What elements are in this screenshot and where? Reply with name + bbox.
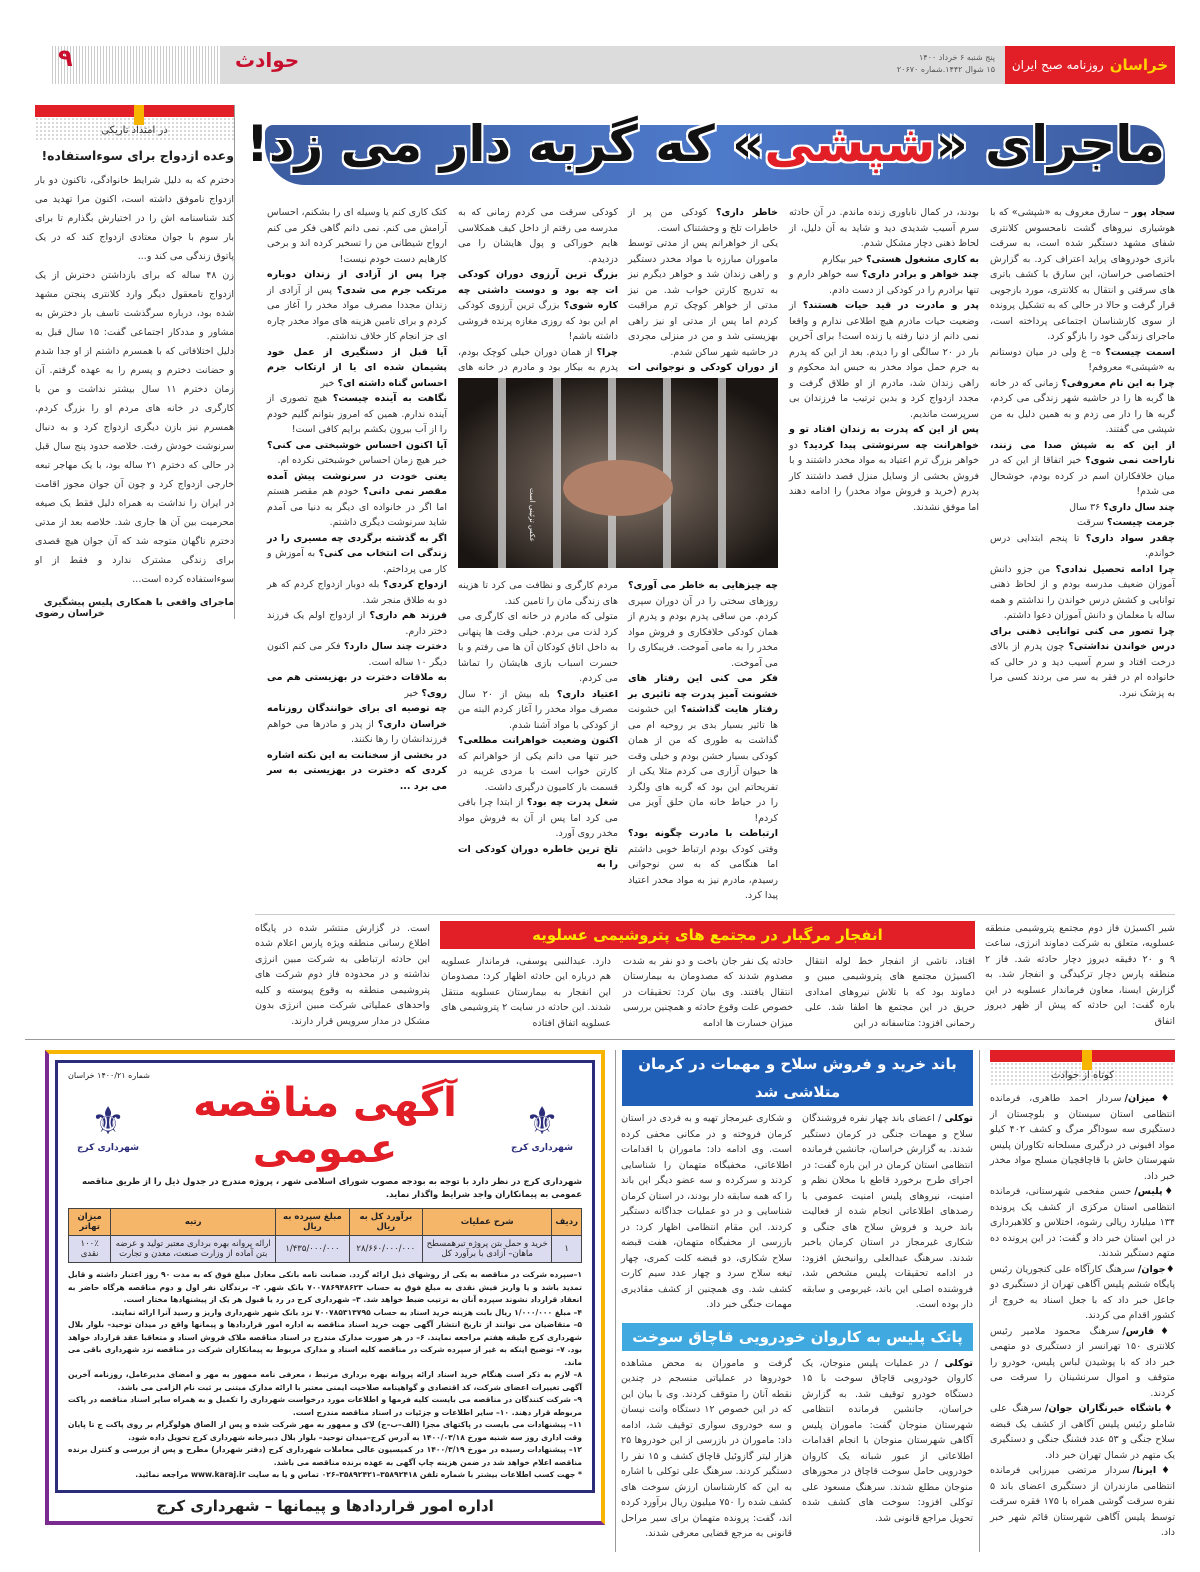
sidebar-story	[35, 105, 235, 619]
main-area	[246, 105, 1175, 1031]
ad-term: ۱۲– پیشنهادات رسیده در مورخ ۱۴۰۰/۳/۱۹ در کمیسیون عالی معاملات شهرداری کرج (دفتر شهردار) مطرح و پس از بررسی و کنترل برنده مناقصه اعلام خواهد شد در ضمن هزینه چاپ آگهی به عهده برنده مناقصه می باشد.	[68, 1445, 582, 1467]
logo-name: خراسان	[1109, 56, 1169, 74]
issue-line: ۱۵ شوال ۱۴۴۲.شماره ۲۰۶۷۰	[896, 65, 995, 74]
ad-table	[68, 1208, 582, 1263]
table-header: مبلغ سپرده به ریال	[276, 1209, 350, 1236]
petro-column: شیر اکسیژن فاز دوم مجتمع پتروشیمی منطقه عسلویه، متعلق به شرکت دماوند انرژی، ساعت ۹ و ۲۰ دقیقه دیروز دچار حادثه شد. فاز ۲ منطقه پارس دچار ترکیدگی و انفجار شد. به گزارش ایسنا، معاون فرماندار عسلویه در این باره گفت: این حادثه که پیش از ظهر دیروز اتفاق	[985, 922, 1175, 1027]
table-cell: خرید و حمل بتن پروژه تبرهمسطح ماهان– آزادی با برآورد کل	[422, 1236, 552, 1263]
karaj-emblem-icon: ⚜	[524, 1099, 560, 1143]
brief-item: ♦فارس/ سرهنگ محمود ملامیر رئیس کلانتری ۱۵۰ تهرانسر از دستگیری دو متهمی خبر داد که با پوشیدن لباس پلیس، خودرو را متوقف و اموال سرنشینان را سرقت می کردند.	[990, 1325, 1175, 1399]
ad-number: شماره ۱۴۰۰/۲۱ خراسان	[68, 1071, 150, 1080]
sidebar-color-bar	[35, 105, 234, 117]
table-header: برآورد کل به ریال	[349, 1209, 422, 1236]
ad-term: * جهت کسب اطلاعات بیشتر با شماره تلفن ۳۵۸۹۲۴۱۸–۳۵۸۹۲۴۲۱–۰۲۶ تماس و یا به سایت www.karaj.ir مراجعه نمائید.	[135, 1470, 582, 1479]
karaj-logo-left	[68, 1099, 148, 1153]
sidebar-signature-region: خراسان رضوی	[35, 608, 105, 619]
brief-item: ♦ایرنا/ سردار مرتضی میرزایی فرمانده انتظامی مازندران از دستگیری اعضای باند ۵ نفره سرقت گوشی همراه با ۱۷۵ فقره سرقت توسط پلیس آگاهی شهرستان قائم شهر خبر داد.	[990, 1465, 1175, 1538]
petro-story	[255, 914, 1175, 1032]
page-number: ۹	[58, 44, 73, 72]
sidebar-headline: وعده ازدواج برای سوءاستفاده!	[41, 148, 234, 163]
ad-term: ۸– لازم به ذکر است هنگام خرید اسناد ارائه پروانه بهره برداری مرتبط ، معرفی نامه ممهور به مهر و امضای مدیرعامل، روزنامه آخرین آگهی تغییرات اعضای شرکت، کد اقتصادی و گواهینامه صلاحیت ایمنی معتبر با ارائه مدارک مبتنی بر ثبت نام الزامی می باشد.	[68, 1370, 582, 1392]
table-cell: ۱/۴۳۵/۰۰۰/۰۰۰	[276, 1236, 350, 1263]
table-header: شرح عملیات	[422, 1209, 552, 1236]
brief-kicker: کوتاه از حوادث	[990, 1062, 1175, 1085]
fuel-headline: پاتک پلیس به کاروان خودرویی قاچاق سوخت	[622, 1323, 973, 1351]
prison-bars-photo	[458, 378, 778, 568]
logo-tagline: روزنامه صبح ایران	[1011, 58, 1104, 72]
petro-headline: انفجار مرگبار در مجتمع های پتروشیمی عسلویه	[440, 921, 975, 949]
petro-column: دارد. عبدالنبی یوسفی، فرماندار عسلویه هم درباره این حادثه اظهار کرد: مصدومان این انفجار به بیمارستان عسلویه منتقل شدند. این حادثه در سایت ۲ پتروشیمی های عسلویه اتفاق افتاده	[441, 955, 611, 1029]
weapons-column: توکلی / اعضای باند چهار نفره فروشندگان سلاح و مهمات جنگی در کرمان دستگیر شدند. به گزارش خراسان، جانشین فرمانده انتظامی استان کرمان در این باره گفت: در اجرای طرح برخورد قاطع با مخلان نظم و امنیت، نیروهای پلیس امنیت عمومی با رصدهای اطلاعاتی انجام شده از فعالیت باند خرید و فروش سلاح های جنگی و شکاری غیرمجاز در استان کرمان باخبر شدند. سرهنگ عبدالعلی روانبخش افزود: در ادامه تحقیقات پلیس مشخص شد، فروشنده اصلی این باند، غیربومی و سابقه دار بوده است.	[802, 1113, 973, 1310]
tender-ad	[45, 1050, 605, 1525]
ad-footer: اداره امور قراردادها و پیمانها – شهرداری کرج	[156, 1496, 494, 1515]
brief-item: ♦جوان/ سرهنگ کارآگاه علی کنجوریان رئیس پایگاه ششم پلیس آگاهی تهران از دستگیری دو جاعل خبر داد که با جعل اسناد به خروج از کشور اقدام می کردند.	[990, 1263, 1175, 1321]
header-pattern	[50, 46, 220, 84]
table-header: رتبه	[111, 1209, 276, 1236]
fuel-column: توکلی / در عملیات پلیس منوجان، یک کاروان خودرویی قاچاق سوخت با ۱۵ دستگاه خودرو توقیف شد. به گزارش خراسان، جانشین فرمانده انتظامی شهرستان منوجان گفت: ماموران پلیس آگاهی شهرستان منوجان با انجام اقدامات اطلاعاتی از عبور شبانه یک کاروان خودرویی حامل سوخت قاچاق در محورهای منوجان مطلع شدند. سرهنگ مسعود علی توکلی افزود: سوخت های کشف شده تحویل مراجع قانونی شد.	[802, 1357, 973, 1524]
brief-list	[990, 1091, 1175, 1541]
headline-highlight: شپشی	[764, 115, 936, 173]
brief-item: ♦پلیس/ حسن مفخمی شهرستانی، فرمانده انتظامی استان مرکزی از کشف یک پرونده ۱۳۴ میلیارد ریالی رشوه، اختلاس و کلاهبرداری در این استان خبر داد و گفت: در این پرونده ده متهم دستگیر شدند.	[990, 1186, 1175, 1259]
logo-label: شهرداری کرج	[511, 1143, 573, 1153]
headline-part: ماجرای «	[935, 115, 1165, 173]
article-column: خاطر داری؟ کودکی من پر از خاطرات تلخ و وحشتناک است. یکی از خواهرانم پس از مدتی توسط ماموران مبارزه با مواد مخدر دستگیر و راهی زندان شد و خواهر دیگرم نیز به تدریج کارتن خواب شد. من نیز مدتی از خواهر کوچک ترم مراقبت کردم اما پس از مدتی او نیز راهی بهزیستی شد و من در منزلی مجردی در حاشیه شهر ساکن شدم. از دوران کودکی و نوجوانی ات چه چیزهایی به خاطر می آوری؟ روزهای سختی را در آن دوران سپری کردم. من ساقی پدرم بودم و پدرم از همان کودکی خلافکاری و فروش مواد مخدر را به مامی آموخت. فریبکاری را می آموخت. فکر می کنی این رفتار های خشونت آمیز پدرت چه تاثیری بر رفتار هایت گذاشته؟ این خشونت ها تاثیر بسیار بدی بر روحیه ام می گذاشت به طوری که من از همان کودکی بسیار خشن بودم و خیلی وقت ها حیوان آزاری می کردم مثلا یکی از تفریحاتم این بود که گربه های ولگرد را در حیاط خانه مان حلق آویز می کردم! ارتباطت با مادرت چگونه بود؟ وقتی کودک بودم ارتباط خوبی داشتم اما هنگامی که به سن نوجوانی رسیدم، مادرم نیز به مواد مخدر اعتیاد پیدا کرد.	[628, 207, 778, 901]
news-stack	[615, 1050, 980, 1552]
petro-column: حادثه یک نفر جان باخت و دو نفر به شدت مصدوم شدند که مصدومان به بیمارستان انتقال یافتند. وی بیان کرد: تحقیقات در خصوص علت وقوع حادثه و همچنین بررسی میزان خسارت ها ادامه	[623, 955, 793, 1029]
weapons-headline: باند خرید و فروش سلاح و مهمات در کرمان متلاشی شد	[622, 1050, 973, 1106]
ad-term: ۴– مبلغ ۱/۰۰۰/۰۰۰ ریال بابت هزینه خرید اسناد به حساب ۷۰۰۷۸۵۳۱۳۷۹۵ نزد بانک شهر شهرداری واریز و رسید آنرا ارائه نمایند.	[111, 1307, 582, 1317]
brief-item: ♦باشگاه خبرنگاران جوان/ سرهنگ علی شاملو رئیس پلیس آگاهی از کشف یک قبضه سلاح جنگی و ۵۳ عدد فشنگ جنگی و دستگیری یک متهم در شمال تهران خبر داد.	[990, 1403, 1175, 1461]
ad-terms	[68, 1269, 582, 1482]
fuel-column: گرفت و ماموران به محض مشاهده خودروها در عملیاتی منسجم در چندین نقطه آنان را متوقف کردند. وی با بیان این که در این خصوص ۱۲ دستگاه وانت نیسان و سه خودروی سواری توقیف شد، ادامه داد: ماموران در بازرسی از این خودروها ۲۵ هزار لیتر گازوئیل قاچاق کشف و ۱۵ نفر را دستگیر کردند. سرهنگ علی توکلی با اشاره به این که کارشناسان ارزش سوخت های کشف شده را ۷۵۰ میلیون ریال برآورد کرده اند، گفت: پرونده متهمان برای سیر مراحل قانونی به مرجع قضایی معرفی شدند.	[621, 1357, 792, 1539]
table-cell: ارائه پروانه بهره برداری معتبر تولید و عرضه بتن آماده از وزارت صنعت، معدن و تجارت	[111, 1236, 276, 1263]
article-column: سجاد پور – سارق معروف به «شپشی» که با هوشیاری نیروهای گشت نامحسوس کلانتری شفای مشهد دستگیر شده است، به سرقت باتری خودروهای پراید اعتراف کرد. به گزارش اختصاصی خراسان، این سارق با کشف باتری های سرقتی و انتقال به کلانتری، مورد بازجویی قرار گرفت و حالا در حالی که به تشکیل پرونده از سوی کارشناسان اجتماعی پرداخته است، ماجرای زندگی خود را بازگو کرد. اسمت چیست؟ ه– غ ولی در میان دوستانم به «شپشی» معروفم! چرا به این نام معروفی؟ زمانی که در خانه ها گربه ها را در حاشیه شهر زندگی می کردم، گربه ها را دار می زدم و به همین دلیل به من شپشی می گفتند. از این که به شپش صدا می زنند، ناراحت نمی شوی؟ خیر اتفاقا از این که در میان خلافکاران اسم در کرده بودم، خوشحال می شدم! چند سال داری؟ ۳۶ سال جرمت چیست؟ سرقت چقدر سواد داری؟ تا پنجم ابتدایی درس خواندم. چرا ادامه تحصیل ندادی؟ من جزو دانش آموزان ضعیف مدرسه بودم و از لحاظ ذهنی توانایی و کشش درس خواندن را نداشتم و همه ساله با معلمان و دانش آموزان دعوا داشتم. چرا تصور می کنی توانایی ذهنی برای درس خواندن نداشتی؟ چون پدرم از بالای درخت افتاد و سرم آسیب دید و در حالی که خانواده ام در فقر به سر می بردند کسی مرا به پزشک نبرد.	[990, 207, 1175, 699]
sidebar-kicker: در امتداد تاریکی	[35, 117, 234, 140]
ad-title: آگهی مناقصه عمومی	[193, 1080, 457, 1172]
ad-term: ۱–سپرده شرکت در مناقصه به یکی از روشهای ذیل ارائه گردد. ضمانت نامه بانکی معادل مبلغ فوق که به مدت ۹۰ روز اعتبار داشته و قابل تمدید باشد و یا واریز فیش نقدی به مبلغ فوق به حساب ۷۰۰۷۸۶۹۴۸۶۲۳ بانک شهر. ۲– برندگان نفر اول و دوم مناقصه هرگاه حاضر به انعقاد قرارداد نشوند سپرده آنان به ترتیب ضبط خواهد شد. ۳– شهرداری کرج در رد یا قبول هر یک از پیشنهادها مختار است.	[68, 1270, 582, 1304]
table-cell: ۱	[552, 1236, 582, 1263]
article-column: بودند، در کمال ناباوری زنده ماندم. در آن حادثه سرم آسیب شدیدی دید و شاید به آن دلیل، از لحاظ ذهنی دچار مشکل شدم. به کاری مشغول هستی؟ خیر بیکارم چند خواهر و برادر داری؟ سه خواهر دارم و تنها برادرم را در کودکی از دست دادم. پدر و مادرت در قید حیات هستند؟ از وضعیت حیات مادرم هیچ اطلاعی ندارم و واقعا نمی دانم از دنیا رفته یا زنده است! برای آخرین بار در ۲۰ سالگی او را دیدم. بعد از این که پدرم به جرم حمل مواد مخدر به حبس ابد محکوم و راهی زندان شد، مادرم از او طلاق گرفت و مجدد ازدواج کرد و بدین ترتیب ما فرزندان بی سرپرست ماندیم. پس از این که پدرت به زندان افتاد تو و خواهرانت چه سرنوشتی پیدا کردید؟ دو خواهر بزرگ ترم اعتیاد به مواد مخدر داشتند و با فروش بخشی از وسایل منزل قصد داشتند کار پدرم (خرید و فروش مواد مخدر) را ادامه دهند اما موفق نشدند.	[789, 207, 980, 513]
karaj-logo-right	[502, 1099, 582, 1153]
ad-term: ۱۱– پیشنهادات می بایست در پاکتهای مجزا (الف–ب–ج) لاک و ممهور به مهر شرکت شده و پس از الصاق هولوگرام بر روی پاکت ج تا پایان وقت اداری روز سه شنبه مورخ ۱۴۰۰/۰۳/۱۸ به آدرس کرج–میدان توحید– بلوار بلال دبیرخانه شهرداری کرج تحویل داده شود.	[68, 1420, 582, 1442]
date-line: پنج شنبه ۶ خرداد ۱۴۰۰	[919, 53, 995, 62]
newspaper-logo	[1005, 46, 1175, 84]
table-cell: ۱۰۰٪ نقدی	[69, 1236, 111, 1263]
table-header: میزان تهاتر	[69, 1209, 111, 1236]
issue-date	[897, 52, 995, 76]
section-title: حوادث	[235, 48, 300, 72]
article-photo	[458, 378, 778, 568]
photo-columns	[458, 205, 778, 904]
brief-news	[990, 1050, 1175, 1541]
table-header: ردیف	[552, 1209, 582, 1236]
article-column: کتک کاری کنم یا وسیله ای را بشکنم، احساس آرامش می کنم. نمی دانم گاهی فکر می کنم ارواح شیطانی من را تسخیر کرده اند و برخی کارهایم دست خودم نیست! چرا پس از آزادی از زندان دوباره مرتکب جرم می شدی؟ پس از آزادی از زندان مجددا مصرف مواد مخدر را آغاز می کردم و برای تامین هزینه های مواد مخدر چاره ای جز انجام کار خلاف نداشتم. آیا قبل از دستگیری از عمل خود پشیمان شده ای یا از ارتکاب جرم احساس گناه داشته ای؟ خیر نگاهت به آینده چیست؟ هیچ تصوری از آینده ندارم. همین که امروز بتوانم گلیم خودم را از آب بیرون بکشم برایم کافی است! آیا اکنون احساس خوشبختی می کنی؟ خیر هیچ زمان احساس خوشبختی نکرده ام. یعنی خودت در سرنوشت پیش آمده مقصر نمی دانی؟ خودم هم مقصر هستم اما اگر در خانواده ای دیگر به دنیا می آمدم شاید سرنوشت دیگری داشتم. اگر به گذشته برگردی چه مسیری را در زندگی ات انتخاب می کنی؟ به آموزش و کار می پرداختم. ازدواج کردی؟ بله دوبار ازدواج کردم که هر دو به طلاق منجر شد. فرزند هم داری؟ از ازدواج اولم یک فرزند دختر دارم. دخترت چند سال دارد؟ فکر می کنم اکنون دیگر ۱۰ ساله است. به ملاقات دخترت در بهزیستی هم می روی؟ خیر چه توصیه ای برای خوانندگان روزنامه خراسان داری؟ از پدر و مادرها می خواهم فرزندانشان را رها نکنند. در بخشی از سخنانت به این نکته اشاره کردی که دخترت در بهزیستی به سر می برد ...	[267, 207, 448, 792]
ad-intro: شهرداری کرج در نظر دارد با توجه به بودجه مصوب شورای اسلامی شهر ، پروژه مندرج در جدول ذیل را از طریق مناقصه عمومی به پیمانکاران واجد شرایط واگذار نماید.	[82, 1177, 582, 1200]
petro-column: است. در گزارش منتشر شده در پایگاه اطلاع رسانی منطقه ویژه پارس اعلام شده این حادثه ارتباطی به شرکت مبین انرژی نداشته و در محدوده فاز دوم شرکت های پتروشیمی منطقه به وقوع پیوسته و کلیه واحدهای عملیاتی شرکت مبین انرژی بدون مشکل در مدار سرویس قرار دارند.	[255, 922, 430, 1027]
sidebar-body: دخترم که به دلیل شرایط خانوادگی، تاکنون دو بار ازدواج ناموفق داشته است، اکنون مرا تهدید می کند شناسنامه اش را در اختیارش بگذارم تا برای بار سوم با جوان معتادی ازدواج کند که در یک پاتوق زندگی می کند و... زن ۴۸ ساله که برای بازداشتن دخترش از یک ازدواج نامعقول دیگر وارد کلانتری پنجتن مشهد شده بود، درباره سرگذشت تاسف بار دخترش به مشاور و مددکار اجتماعی گفت: ۱۵ سال قبل به دلیل اختلافاتی که با همسرم داشتم از او جدا شدم و حضانت دخترم و پسرم را به عهده گرفتم. آن زمان دخترم ۱۱ سال بیشتر نداشت و من با کارگری در خانه های مردم او را بزرگ کردم. همسرم نیز بازن دیگری ازدواج کرد و به دنبال سرنوشت خودش رفت. خلاصه حدود پنج سال قبل در حالی که دخترم ۲۱ ساله بود، با یک مهاجر تبعه خارجی ازدواج کرد و چون آن جوان مجوز اقامت در ایران را نداشت به همراه دلیل فقط یک صیغه محرمیت بین آن ها جاری شد. خلاصه بعد از مدتی دخترم ناگهان متوجه شد که آن جوان هیچ قصدی برای زندگی مشترک ندارد و فقط از او سوءاستفاده کرده است...	[35, 175, 234, 585]
logo-label: شهرداری کرج	[77, 1143, 139, 1153]
sidebar-signature: ماجرای واقعی با همکاری پلیس پیشگیری	[43, 597, 234, 608]
headline-part: » که گربه دار می زد!	[246, 115, 765, 173]
photo-credit: عکس تزئینی است	[528, 488, 536, 542]
brief-color-bar	[990, 1050, 1175, 1062]
main-headline	[246, 105, 1175, 197]
brief-item: ♦میزان/ سردار احمد طاهری، فرمانده انتظامی استان سیستان و بلوچستان از دستگیری سه سوداگر مرگ و کشف ۴۰۲ کیلو مواد افیونی در درگیری مسلحانه تکاوران پلیس شهرستان خاش با قاچاقچیان مسلح مواد مخدر خبر داد.	[990, 1093, 1175, 1182]
ad-term: ۹– شرکت کنندگان در مناقصه می بایست کلیه فرمها و اطلاعات مورد درخواست شهرداری را تکمیل و به همراه سایر اسناد مناقصه در پاکت مربوطه قرار دهند. ۱۰– سایر اطلاعات و جزئیات در اسناد مناقصه مندرج است.	[68, 1395, 582, 1417]
petro-column: افتاد، ناشی از انفجار خط لوله انتقال اکسیژن مجتمع های پتروشیمی مبین و دماوند بود که با تلاش نیروهای امدادی حریق در این مجتمع ها اطفا شد. علی رحمانی افزود: متاسفانه در این	[805, 955, 975, 1029]
karaj-emblem-icon: ⚜	[90, 1099, 126, 1143]
ad-term: ۵– متقاضیان می توانند از تاریخ انتشار آگهی جهت خرید اسناد مناقصه به اداره امور قراردادها و پیمانها واقع در میدان توحید– بلوار بلال شهرداری کرج طبقه هفتم مراجعه نمایند. ۶– در هر صورت مدارک مندرج در اسناد مناقصه ملاک فروش اسناد و متعاقبا عقد قرارداد خواهد بود. ۷– توضیح اینکه به غیر از سپرده شرکت در مناقصه کلیه اسناد و مدارک مربوط به پیمانکاران شرکت در مناقصه نزد شهرداری باقی می ماند.	[68, 1320, 582, 1367]
table-row	[69, 1236, 582, 1263]
weapons-column: و شکاری غیرمجاز تهیه و به فردی در استان کرمان فروخته و در مکانی مخفی کرده است. وی ادامه داد: ماموران با اقدامات اطلاعاتی، مخفیگاه متهمان را شناسایی کردند و سرکرده و سه عضو دیگر این باند را که همه سابقه دار بودند، در استان کرمان شناسایی و در دو عملیات جداگانه دستگیر کردند. این مقام انتظامی اظهار کرد: در بازرسی از مخفیگاه متهمان، هفت قبضه سلاح شکاری، دو قبضه کلت کمری، چهار تیغه سلاح سرد و چهار عدد سیم کارت کشف شد. وی همچنین از کشف مقادیری مهمات جنگی خبر داد.	[621, 1113, 792, 1310]
table-cell: ۲۸/۶۶۰/۰۰۰/۰۰۰	[349, 1236, 422, 1263]
article-column: کودکی سرقت می کردم زمانی که به مدرسه می رفتم از داخل کیف همکلاسی هایم خوراکی و پول هایشان را می دزدیدم. بزرگ ترین آرزوی دوران کودکی ات چه بود و دوست داشتی چه کاره شوی؟ بزرگ ترین آرزوی کودکی ام این بود که روزی مغازه پرنده فروشی داشته باشم! چرا؟ از همان دوران خیلی کوچک بودم، پدرم به بیکار بود و مادرم در خانه های مردم کارگری و نظافت می کرد تا هزینه های زندگی مان را تامین کند. متولی که مادرم در خانه ای کارگری می کرد لذت می بردم. خیلی وقت ها پنهانی به داخل اتاق کودکان آن ها می رفتم و با حسرت اسباب بازی هایشان را تماشا می کردم. اعتیاد داری؟ بله بیش از ۲۰ سال مصرف مواد مخدر را آغاز کردم البته من از کودکی با مواد آشنا شدم. اکنون وضعیت خواهرانت مطلعی؟ خیر تنها می دانم یکی از خواهرانم که کارتن خواب است با مردی غریبه در قسمت بار کامیون درگیری داشت. شغل پدرت چه بود؟ از ابتدا چرا بافی می کرد اما پس از آن به فروش مواد مخدر روی آورد. تلخ ترین خاطره دوران کودکی ات را به	[458, 207, 618, 870]
